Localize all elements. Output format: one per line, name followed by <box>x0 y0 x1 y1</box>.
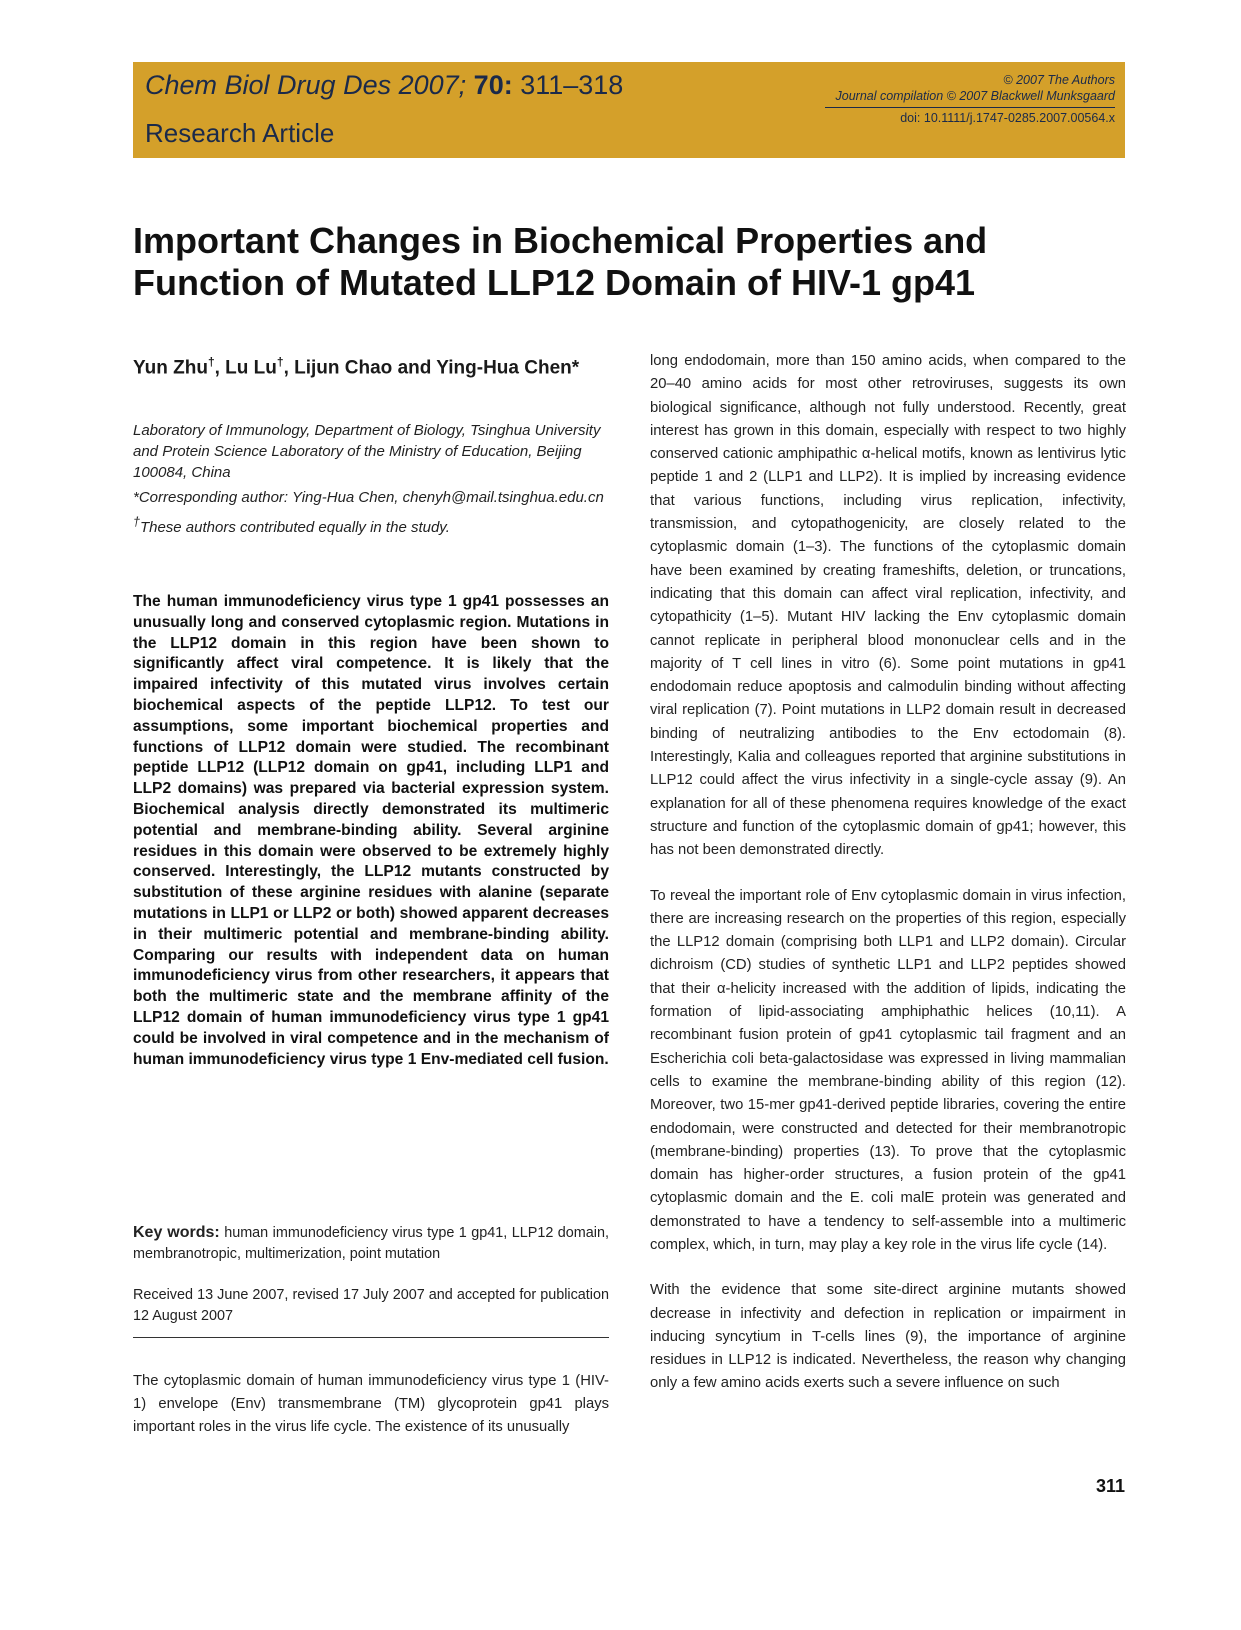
article-title: Important Changes in Biochemical Properties and Function of Mutated LLP12 Domain of HIV-1 gp41 <box>133 220 988 303</box>
doi-link[interactable]: doi: 10.1111/j.1747-0285.2007.00564.x <box>900 111 1115 125</box>
journal-name: Chem Biol Drug Des 2007; <box>145 70 467 100</box>
journal-header-band <box>133 62 1125 158</box>
affiliation-lab: Laboratory of Immunology, Department of Biology, Tsinghua University and Protein Science Laboratory of the Ministry of Education, Beijing 100084, China <box>133 422 601 481</box>
copyright-rule <box>825 107 1115 108</box>
equal-contribution-text: These authors contributed equally in the study. <box>139 519 450 536</box>
article-type: Research Article <box>145 118 335 148</box>
body-text-left-column <box>133 1370 609 1462</box>
page-number: 311 <box>1095 1476 1125 1496</box>
body-paragraph-1: long endodomain, more than 150 amino acids, when compared to the 20–40 amino acids for most other retroviruses, suggests its own biological significance, although not fully understood. Recently, great interest has grown in this domain, especially with respect to two highly conserved cationic amphipathic α-helical motifs, known as lentivirus lytic peptide 1 and 2 (LLP1 and LLP2). It is implied by increasing evidence that various functions, including virus replication, infectivity, transmission, and cytopathogenicity, are closely related to the cytoplasmic domain (1–3). The functions of the cytoplasmic domain have been examined by creating frameshifts, deletion, or truncations, indicating that this domain can affect viral replication, infectivity, and cytopathicity (1–5). Mutant HIV lacking the Env cytoplasmic domain cannot replicate in peripheral blood mononuclear cells and in the majority of T cell lines in vitro (6). Some point mutations in gp41 endodomain reduce apoptosis and calmodulin binding without affecting viral replication (7). Point mutations in LLP2 domain result in decreased binding of neutralizing antibodies to the Env ectodomain (8). Interestingly, Kalia and colleagues reported that arginine substitutions in LLP12 could affect the virus infectivity in a single-cycle assay (9). An explanation for all of these phenomena requires knowledge of the exact structure and function of the cytoplasmic domain of gp41; however, this has not been demonstrated directly. <box>650 353 1126 859</box>
affiliation-block <box>133 420 613 542</box>
body-paragraph-2: To reveal the important role of Env cytoplasmic domain in virus infection, there are increasing research on the properties of this region, especially the LLP12 domain (comprising both LLP1 and LLP2 domain). Circular dichroism (CD) studies of synthetic LLP1 and LLP2 peptides showed that their α-helicity increased with the addition of lipids, indicating the formation of lipid-associating amphiphathic helices (10,11). A recombinant fusion protein of gp41 cytoplasmic tail fragment and an Escherichia coli beta-galactosidase was expressed in living mammalian cells to examine the membrane-binding ability of this region (12). Moreover, two 15-mer gp41-derived peptide libraries, covering the entire endodomain, were constructed and detected for their membranotropic (membrane-binding) properties (13). To prove that the cytoplasmic domain has higher-order structures, a fusion protein of the gp41 cytoplasmic domain and the E. coli malE protein was generated and demonstrated to have a tendency to self-assemble into a multimeric complex, which, in turn, may play a key role in the virus life cycle (14). <box>650 887 1126 1253</box>
author-2: , Lu Lu <box>214 357 277 379</box>
author-rest: , Lijun Chao and Ying-Hua Chen* <box>283 357 580 379</box>
keywords <box>133 1222 609 1265</box>
copyright-line: © 2007 The Authors <box>1003 73 1115 87</box>
journal-citation <box>145 68 623 102</box>
copyright-block <box>795 72 1115 126</box>
section-divider <box>133 1337 609 1338</box>
compilation-line: Journal compilation © 2007 Blackwell Munksgaard <box>835 89 1115 103</box>
equal-contribution-note <box>133 512 613 538</box>
keywords-label: Key words: <box>133 1224 220 1241</box>
author-1-mark: † <box>207 355 215 369</box>
received-dates: Received 13 June 2007, revised 17 July 2007 and accepted for publication 12 August 2007 <box>133 1287 609 1324</box>
keywords-text: human immunodeficiency virus type 1 gp41, LLP12 domain, membranotropic, multimerization, point mutation <box>133 1225 610 1262</box>
corresponding-author[interactable]: *Corresponding author: Ying-Hua Chen, chenyh@mail.tsinghua.edu.cn <box>133 489 604 506</box>
author-1: Yun Zhu <box>133 357 208 379</box>
body-paragraph-intro: The cytoplasmic domain of human immunodeficiency virus type 1 (HIV-1) envelope (Env) transmembrane (TM) glycoprotein gp41 plays important roles in the virus life cycle. The existence of its unusually <box>133 1373 609 1436</box>
journal-pages: 311–318 <box>520 70 624 100</box>
author-list <box>133 350 613 380</box>
body-paragraph-3: With the evidence that some site-direct arginine mutants showed decrease in infectivity and defection in replication or impairment in inducing syncytium in T-cells lines (9), the importance of arginine residues in LLP12 is indicated. Nevertheless, the reason why changing only a few amino acids exerts such a severe influence on such <box>650 1282 1126 1392</box>
journal-volume: 70: <box>473 70 513 100</box>
author-2-mark: † <box>276 355 284 369</box>
equal-contribution-mark: † <box>133 515 140 529</box>
abstract: The human immunodeficiency virus type 1 gp41 possesses an unusually long and conserved cytoplasmic region. Mutations in the LLP12 domain in this region have been shown to significantly affect viral competence. It is likely that the impaired infectivity of this mutated virus involves certain biochemical aspects of the peptide LLP12. To test our assumptions, some important biochemical properties and functions of LLP12 domain were studied. The recombinant peptide LLP12 (LLP12 domain on gp41, including LLP1 and LLP2 domains) was prepared via bacterial expression system. Biochemical analysis directly demonstrated its multimeric potential and membrane-binding ability. Several arginine residues in this domain were observed to be extremely highly conserved. Interestingly, the LLP12 mutants constructed by substitution of these arginine residues with alanine (separate mutations in LLP1 or LLP2 or both) showed apparent decreases in their multimeric potential and membrane-binding ability. Comparing our results with independent data on human immunodeficiency virus from other researchers, it appears that both the multimeric state and the membrane affinity of the LLP12 domain of human immunodeficiency virus type 1 gp41 could be involved in viral competence and in the mechanism of human immunodeficiency virus type 1 Env-mediated cell fusion. <box>133 593 609 1068</box>
body-text-right-column <box>650 350 1126 1418</box>
